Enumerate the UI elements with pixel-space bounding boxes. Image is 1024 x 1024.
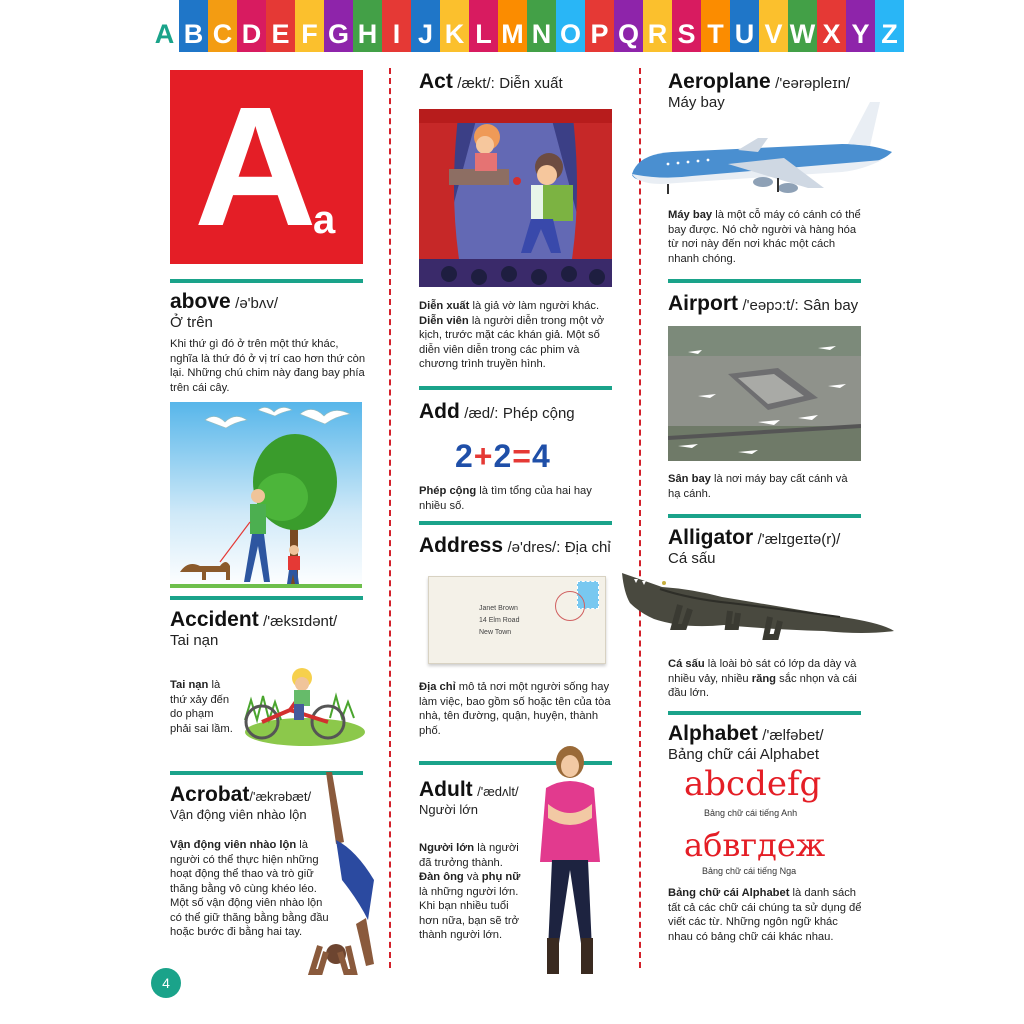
entry-above [170,290,370,395]
alphabet-letter-s: S [672,0,701,52]
entry-translation: Phép cộng [502,405,575,422]
entry-airport [668,292,908,316]
alphabet-letter-i: I [382,0,411,52]
alphabet-letter-z: Z [875,0,904,52]
entry-description [668,886,864,944]
accident-illustration [240,660,370,750]
entry-act [419,70,629,94]
cyrillic-alphabet-caption: Bảng chữ cái tiếng Nga [702,866,797,876]
entry-translation: Bảng chữ cái Alphabet [668,746,819,763]
entry-divider [668,279,861,283]
adult-photo [530,742,610,982]
entry-accident [170,608,380,649]
entry-add [419,400,629,424]
alphabet-letter-n: N [527,0,556,52]
entry-translation: Ở trên [170,314,213,331]
entry-phonetic: /'ækrəbæt/ [249,789,312,804]
bold-term: Máy bay [668,209,713,221]
alphabet-letter-e: E [266,0,295,52]
description-text: mô tả nơi một người sống hay làm việc, bao gồm số hoặc tên của tòa nhà, tên đường, quận, huyện, thành phố. [419,681,611,737]
bold-term: Đàn ông [419,871,464,883]
latin-alphabet-caption: Bảng chữ cái tiếng Anh [704,808,798,818]
entry-divider [419,521,612,525]
cyrillic-alphabet: абвгдеж [684,826,826,864]
alphabet-letter-o: O [556,0,585,52]
entry-word: Address [419,534,504,557]
entry-phonetic: /'æksɪdənt/ [263,613,338,630]
alphabet-letter-c: C [208,0,237,52]
entry-word: Aeroplane [668,70,771,93]
entry-translation: Diễn xuất [499,75,563,92]
alphabet-letter-q: Q [614,0,643,52]
entry-description [170,678,236,736]
aeroplane-photo [628,100,900,200]
alphabet-letter-v: V [759,0,788,52]
bold-term: phụ nữ [481,871,521,883]
alphabet-letter-u: U [730,0,759,52]
entry-translation: Tai nạn [170,632,219,649]
description-text: là người có thể thực hiện những hoạt động thể thao và trò giữ thăng bằng vô cùng khéo léo. Một số vận động viên nhào lộn có thể giữ thăng bằng bằng đầu hoặc bước đi bằng hai tay. [170,839,329,938]
bold-term: Người lớn [419,842,475,854]
entry-description [419,680,615,738]
entry-word: Alphabet [668,722,758,745]
add-equation: 2+2=4 [455,438,551,474]
bold-term: Diễn xuất [419,300,470,312]
column-separator [639,68,641,968]
alligator-photo [620,565,896,645]
entry-word: Add [419,400,460,423]
entry-alphabet [668,722,908,763]
description-text: là giả vờ làm người khác. [469,300,600,312]
entry-translation: Người lớn [419,802,478,817]
entry-word: Adult [419,778,473,801]
envelope-line: 14 Elm Road [479,617,520,624]
description-text: và [463,871,482,883]
entry-phonetic: /'eərəpleɪn/ [775,75,851,92]
above-illustration [170,402,362,588]
alphabet-letter-h: H [353,0,382,52]
big-letter-upper: A [194,72,317,262]
alphabet-letter-t: T [701,0,730,52]
big-letter-lower: a [313,198,336,242]
entry-word: Act [419,70,453,93]
bold-term: Vận động viên nhào lộn [170,839,297,851]
entry-translation: Cá sấu [668,550,716,567]
description-text: là loài bò sát có lớp da dày và nhiều vảy, nhiều [668,658,857,685]
entry-description [419,841,525,943]
column-separator [389,68,391,968]
big-letter-block [170,70,363,264]
entry-word: Acrobat [170,783,250,806]
entry-phonetic: /'ælfəbet/ [762,727,824,744]
entry-phonetic: /ə'dres/: [507,539,561,556]
alphabet-letter-r: R [643,0,672,52]
bold-term: Diễn viên [419,314,469,327]
entry-description [419,299,614,372]
alphabet-letter-m: M [498,0,527,52]
bold-term: Bảng chữ cái Alphabet [668,887,790,899]
description-text: là người diễn trong một vở kịch, trước mặt các khán giả. Một số diễn viên diễn trong các phim và chương trình truyền hình. [419,314,605,370]
description-text: là người đã trưởng thành. [419,842,519,869]
alphabet-letter-k: K [440,0,469,52]
alphabet-letter-p: P [585,0,614,52]
entry-translation: Địa chỉ [564,539,611,556]
entry-divider [170,596,363,600]
entry-alligator [668,526,918,567]
entry-phonetic: /æd/: [464,405,499,422]
alphabet-letter-g: G [324,0,353,52]
bold-term: Địa chỉ [419,681,456,693]
alphabet-letter-y: Y [846,0,875,52]
act-illustration [419,109,612,287]
entry-description: Khi thứ gì đó ở trên một thứ khác, nghĩa là thứ đó ở vị trí cao hơn thứ còn lại. Những chú chim này đang bay phía trên cái cây. [170,338,366,394]
entry-divider [419,386,612,390]
latin-alphabet: abcdefg [684,764,822,804]
description-text: là tìm tổng của hai hay nhiều số. [419,485,592,512]
description-text: là một cỗ máy có cánh có thể bay được. Nó chở người và hàng hóa từ nơi này đến nơi khác một cách nhanh chóng. [668,209,861,265]
bold-term: Sân bay [668,473,711,485]
envelope-line: Janet Brown [479,605,518,612]
acrobat-photo [296,768,386,980]
entry-description [419,484,614,513]
entry-description [668,472,863,501]
entry-divider [170,279,363,283]
alphabet-bar [150,0,904,52]
alphabet-letter-a: A [150,0,179,52]
alphabet-letter-b: B [179,0,208,52]
entry-address [419,534,634,558]
entry-divider [668,711,861,715]
entry-divider [668,514,861,518]
entry-word: Airport [668,292,738,315]
description-text: là nơi máy bay cất cánh và hạ cánh. [668,473,848,500]
alphabet-letter-d: D [237,0,266,52]
description-text: sắc nhọn và cái đầu lớn. [668,672,857,699]
bold-term: răng [751,672,777,685]
alphabet-letter-l: L [469,0,498,52]
entry-phonetic: /'ædʌlt/ [477,784,519,799]
airport-photo [668,326,861,461]
entry-word: Alligator [668,526,754,549]
alphabet-letter-j: J [411,0,440,52]
entry-phonetic: /'eəpɔ:t/: [742,297,799,314]
entry-word: above [170,290,231,313]
alphabet-letter-f: F [295,0,324,52]
bold-term: Phép cộng [419,485,477,497]
entry-translation: Sân bay [803,297,859,314]
page-number: 4 [151,968,181,998]
entry-phonetic: /ækt/: [457,75,495,92]
description-text: là thứ xảy đến do phạm phải sai lầm. [170,679,233,735]
bold-term: Tai nạn [170,679,209,691]
entry-description [668,657,864,701]
description-text: là những người lớn. Khi bạn nhiều tuổi hơn nữa, bạn sẽ trở thành người lớn. [419,885,519,941]
entry-translation: Vận động viên nhào lộn [170,807,307,822]
envelope-line: New Town [479,629,512,636]
entry-phonetic: /'ælɪgeɪtə(r)/ [757,531,841,548]
entry-description [668,208,863,266]
alphabet-letter-x: X [817,0,846,52]
bold-term: Cá sấu [668,658,705,670]
entry-word: Accident [170,608,259,631]
entry-phonetic: /ə'bʌv/ [235,295,279,312]
entry-translation: Máy bay [668,94,725,111]
description-text: là danh sách tất cả các chữ cái chúng ta sử dụng để viết các từ. Những ngôn ngữ khác nhau có bảng chữ cái khác nhau. [668,887,862,943]
alphabet-letter-w: W [788,0,817,52]
envelope-illustration [428,576,606,664]
